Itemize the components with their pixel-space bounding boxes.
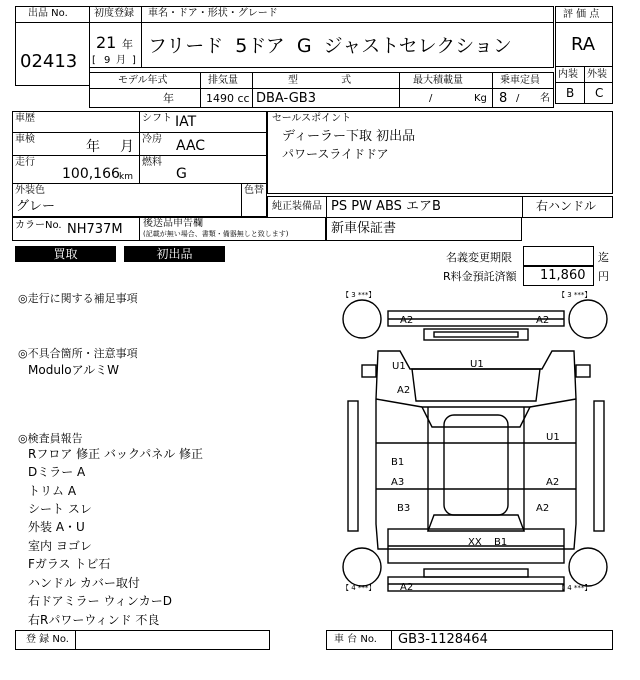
registration-month-unit: 月 (116, 55, 126, 66)
inspector-item-1: Rフロア 修正 バックパネル 修正 (28, 447, 204, 461)
recycle-unit: 円 (598, 270, 609, 283)
capacity-unit: 名 (540, 93, 550, 104)
mileage-unit: km (119, 172, 133, 182)
first-registration-label: 初度登録 (94, 8, 134, 19)
color-no-label: カラーNo. (15, 220, 62, 231)
sales-point-label: セールスポイント (272, 113, 352, 124)
name-change-label: 名義変更期限 (446, 251, 512, 264)
exterior-grade-label: 外装 (587, 69, 607, 80)
inspector-item-8: ハンドル カバー取付 (28, 576, 140, 590)
recycle-amount: 11,860 (540, 268, 586, 283)
sales-point-2: パワースライドドア (282, 147, 389, 161)
mark-hood: U1 (470, 359, 484, 370)
interior-grade-label: 内装 (558, 69, 578, 80)
registration-month: 9 (104, 55, 111, 66)
inspector-item-10: 右Rパワーウィンド 不良 (28, 613, 160, 627)
defects-title: ◎不具合箇所・注意事項 (18, 347, 138, 360)
inspector-item-5: 外装 A・U (28, 520, 85, 534)
inspector-item-7: Fガラス トビ石 (28, 557, 111, 571)
model-year-label: モデル年式 (118, 75, 168, 86)
mark-front-bumper-right: A2 (536, 315, 550, 326)
steering-value: 右ハンドル (536, 199, 597, 213)
ac-value: AAC (176, 138, 206, 154)
inspection-month-unit: 月 (120, 139, 134, 155)
inspector-title: ◎検査員報告 (18, 432, 83, 445)
car-name-label: 車名・ドア・形状・グレード (148, 8, 278, 19)
exterior-color-label: 外装色 (15, 185, 45, 196)
mark-rear-b1: B1 (494, 537, 508, 548)
displacement-label: 排気量 (208, 75, 238, 86)
interior-grade: B (566, 86, 575, 100)
inspector-item-2: Dミラー A (28, 465, 86, 479)
registration-number-label: 登 録 No. (26, 634, 69, 645)
kaitori-badge: 買取 (15, 246, 116, 262)
equipment-label: 純正装備品 (272, 201, 322, 212)
mark-rear-xx: XX (468, 537, 482, 548)
mark-rear-bumper: A2 (400, 582, 414, 593)
warranty-value: 新車保証書 (331, 221, 397, 236)
chassis-number: GB3-1128464 (398, 632, 488, 647)
name-change-unit: 迄 (598, 251, 609, 264)
exterior-color-value: グレー (16, 199, 56, 214)
lot-number: 02413 (20, 51, 78, 72)
name-change-box (523, 246, 594, 266)
sales-point-1: ディーラー下取 初出品 (282, 129, 416, 144)
mark-left-fender: U1 (392, 361, 406, 372)
inspection-year-unit: 年 (86, 139, 100, 155)
model-code: DBA-GB3 (256, 91, 316, 106)
mark-left-rear-door-a: A3 (391, 477, 405, 488)
mark-right-quarter: A2 (536, 503, 550, 514)
displacement: 1490 cc (206, 92, 250, 105)
docs-label: 後送品申告欄 (143, 218, 203, 229)
equipment-value: PS PW ABS エアB (331, 199, 441, 214)
shift-value: IAT (175, 114, 197, 130)
tire-front-left-label: 【 3 ***】 (342, 291, 376, 299)
vehicle-diagram (340, 289, 612, 627)
docs-note: (記載が無い場合、書類・備器無しと致します) (143, 230, 289, 238)
recycle-label: R料金預託済額 (443, 270, 517, 283)
max-load-label: 最大積載量 (413, 75, 463, 86)
inspector-item-4: シート スレ (28, 502, 92, 516)
model-type-label: 型 式 (288, 75, 352, 86)
overall-grade: RA (571, 34, 596, 55)
tire-rear-right-label: 【 4 ***】 (558, 584, 592, 592)
grade-label: 評 価 点 (563, 9, 600, 20)
shift-label: シフト (142, 113, 172, 124)
mark-right-rear-door: A2 (546, 477, 560, 488)
first-listing-badge: 初出品 (124, 246, 225, 262)
inspector-item-6: 室内 ヨゴレ (28, 539, 92, 553)
capacity-slash: / (516, 93, 520, 104)
inspector-item-3: トリム A (28, 484, 77, 498)
mileage-value: 100,166 (62, 166, 120, 182)
mark-left-front-door: A2 (397, 385, 411, 396)
car-name: フリード 5ドア G ジャストセレクション (148, 35, 512, 57)
color-change-label: 色替 (244, 185, 264, 196)
mark-left-rear-door-b: B1 (391, 457, 405, 468)
defects-item: ModuloアルミW (28, 363, 119, 377)
mileage-label: 走行 (15, 157, 35, 168)
seating-capacity: 8 (499, 91, 508, 106)
mark-front-bumper-left: A2 (400, 315, 414, 326)
registration-year: 21 (96, 33, 117, 52)
inspector-item-9: 右ドアミラー ウィンカーD (28, 594, 172, 608)
history-label: 車歴 (15, 113, 35, 124)
exterior-grade: C (595, 86, 604, 100)
mark-left-quarter: B3 (397, 503, 411, 514)
tire-front-right-label: 【 3 ***】 (558, 291, 592, 299)
mark-right-front-door: U1 (546, 432, 560, 443)
inspection-label: 車検 (15, 134, 35, 145)
fuel-label: 燃料 (142, 157, 162, 168)
tire-rear-left-label: 【 4 ***】 (342, 584, 376, 592)
capacity-label: 乗車定員 (500, 75, 540, 86)
chassis-number-label: 車 台 No. (334, 634, 377, 645)
lot-number-label: 出品 No. (28, 8, 68, 19)
max-load-slash: / (429, 93, 433, 104)
model-year-unit: 年 (163, 92, 174, 105)
driving-notes-title: ◎走行に関する補足事項 (18, 292, 138, 305)
fuel-value: G (176, 166, 187, 182)
color-no-value: NH737M (67, 222, 123, 237)
registration-year-unit: 年 (122, 38, 133, 51)
ac-label: 冷房 (142, 134, 162, 145)
max-load-unit: Kg (474, 93, 487, 104)
